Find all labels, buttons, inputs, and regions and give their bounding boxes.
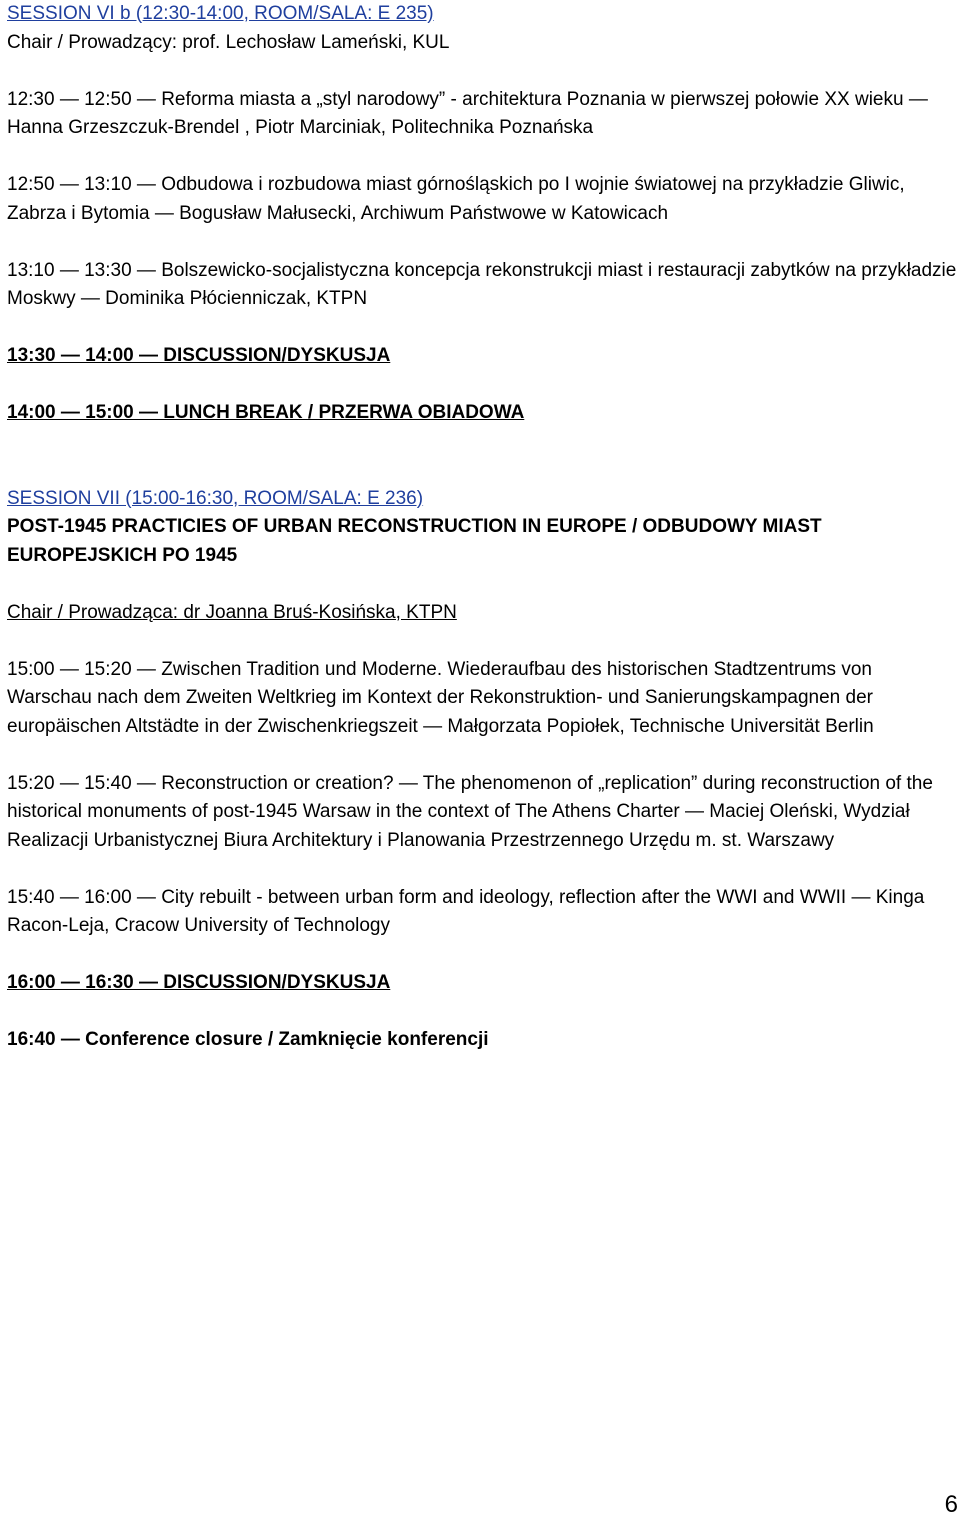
lunch-break: 14:00 — 15:00 — LUNCH BREAK / PRZERWA OBIADOWA [7, 402, 525, 423]
session-7-title: SESSION VII (15:00-16:30, ROOM/SALA: E 236) [7, 487, 424, 509]
talk-item: 13:10 — 13:30 — Bolszewicko-socjalistyczna koncepcja rekonstrukcji miast i restauracji zabytków na przykładzie Moskwy — Dominika Płócienniczak, KTPN [7, 259, 957, 309]
session-7-chair: Chair / Prowadząca: dr Joanna Bruś-Kosińska, KTPN [7, 601, 457, 623]
conference-closure: 16:40 — Conference closure / Zamknięcie konferencji [7, 1029, 489, 1050]
session-6b-discussion: 13:30 — 14:00 — DISCUSSION/DYSKUSJA [7, 345, 391, 366]
session-6b-chair: Chair / Prowadzący: prof. Lechosław Lameński, KUL [7, 31, 450, 53]
talk-item: 12:30 — 12:50 — Reforma miasta a „styl narodowy” - architektura Poznania w pierwszej połowie XX wieku — Hanna Grzeszczuk-Brendel , Piotr Marciniak, Politechnika Poznańska [7, 88, 928, 138]
page-number: 6 [944, 1491, 958, 1518]
talk-item: 12:50 — 13:10 — Odbudowa i rozbudowa miast górnośląskich po I wojnie światowej na przykładzie Gliwic, Zabrza i Bytomia — Bogusław Małusecki, Archiwum Państwowe w Katowicach [7, 174, 905, 224]
program-page [7, 0, 957, 1055]
session-7-discussion: 16:00 — 16:30 — DISCUSSION/DYSKUSJA [7, 972, 391, 993]
talk-item: 15:40 — 16:00 — City rebuilt - between urban form and ideology, reflection after the WWI and WWII — Kinga Racon-Leja, Cracow University of Technology [7, 886, 925, 936]
talk-item: 15:20 — 15:40 — Reconstruction or creation? — The phenomenon of „replication” during reconstruction of the historical monuments of post-1945 Warsaw in the context of The Athens Charter — Maciej Oleński, Wydział Realizacji Urbanistycznej Biura Architektury i Planowania Przestrzennego Urzędu m. st. Warszawy [7, 772, 933, 851]
session-6b-title: SESSION VI b (12:30-14:00, ROOM/SALA: E 235) [7, 3, 434, 24]
session-7-theme: POST-1945 PRACTICIES OF URBAN RECONSTRUCTION IN EUROPE / ODBUDOWY MIAST EUROPEJSKICH PO 1945 [7, 516, 822, 566]
talk-item: 15:00 — 15:20 — Zwischen Tradition und Moderne. Wiederaufbau des historischen Stadtzentrums von Warschau nach dem Zweiten Weltkrieg im Kontext der Rekonstruktion- und Sanierungskampagnen der europäischen Altstädte in der Zwischenkriegszeit — Małgorzata Popiołek, Technische Universität Berlin [7, 658, 874, 737]
